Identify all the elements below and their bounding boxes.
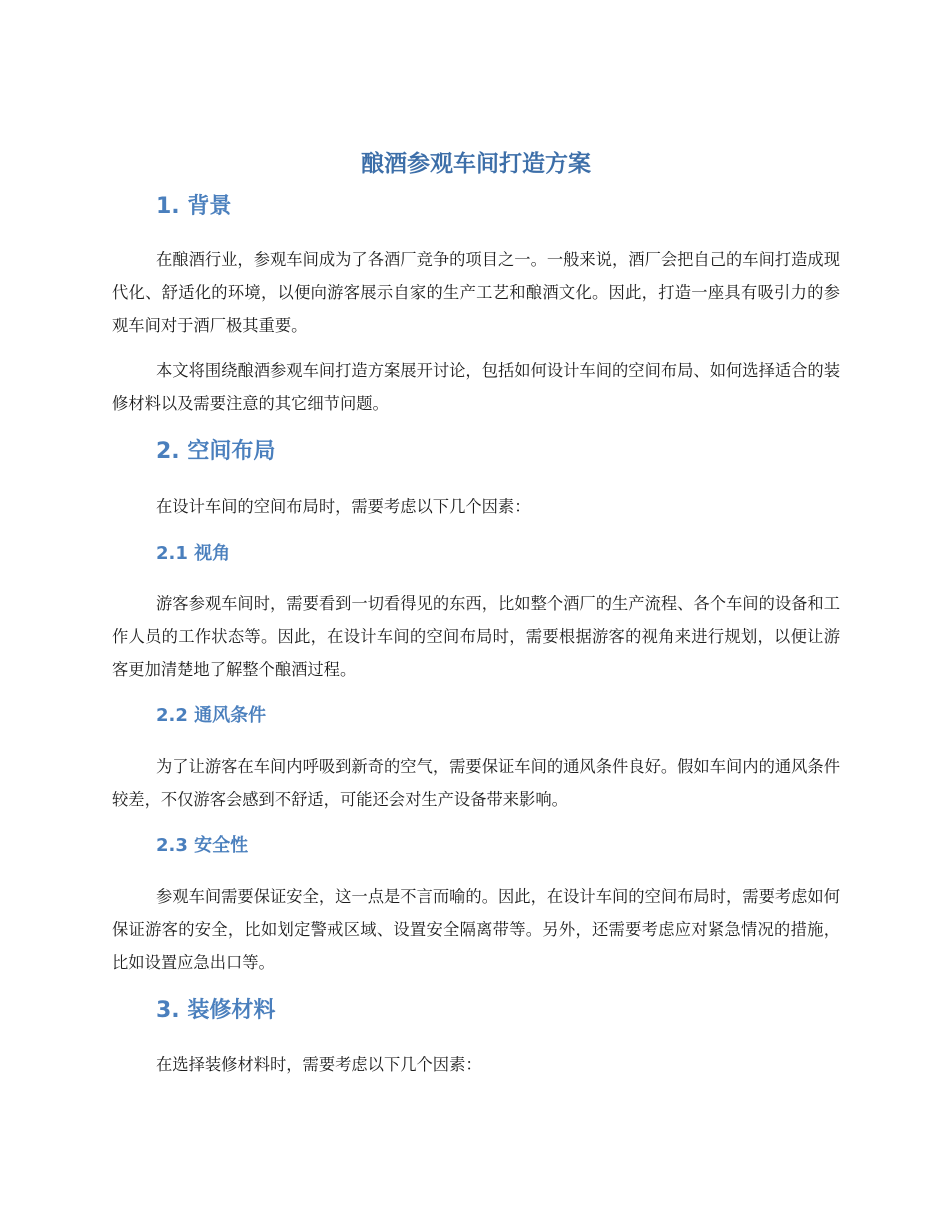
document-title: 酿酒参观车间打造方案: [361, 151, 591, 177]
subsection-heading-safety: 2.3 安全性: [156, 835, 249, 856]
ventilation-paragraph: 为了让游客在车间内呼吸到新奇的空气，需要保证车间的通风条件良好。假如车间内的通风条件较差，不仅游客会感到不舒适，可能还会对生产设备带来影响。: [112, 757, 840, 809]
layout-intro: 在设计车间的空间布局时，需要考虑以下几个因素：: [156, 497, 531, 516]
subsection-heading-ventilation: 2.2 通风条件: [156, 705, 267, 726]
background-paragraph-1: 在酿酒行业，参观车间成为了各酒厂竞争的项目之一。一般来说，酒厂会把自己的车间打造成现代化、舒适化的环境，以便向游客展示自家的生产工艺和酿酒文化。因此，打造一座具有吸引力的参观车间对于酒厂极其重要。: [112, 250, 840, 335]
background-paragraph-2: 本文将围绕酿酒参观车间打造方案展开讨论，包括如何设计车间的空间布局、如何选择适合的装修材料以及需要注意的其它细节问题。: [112, 361, 840, 413]
section-heading-materials: 3. 装修材料: [156, 998, 276, 1023]
subsection-heading-viewpoint: 2.1 视角: [156, 543, 231, 564]
section-heading-layout: 2. 空间布局: [156, 439, 276, 464]
safety-paragraph: 参观车间需要保证安全，这一点是不言而喻的。因此，在设计车间的空间布局时，需要考虑如何保证游客的安全，比如划定警戒区域、设置安全隔离带等。另外，还需要考虑应对紧急情况的措施，比如设置应急出口等。: [112, 887, 840, 972]
materials-intro: 在选择装修材料时，需要考虑以下几个因素：: [156, 1055, 482, 1074]
viewpoint-paragraph: 游客参观车间时，需要看到一切看得见的东西，比如整个酒厂的生产流程、各个车间的设备和工作人员的工作状态等。因此，在设计车间的空间布局时，需要根据游客的视角来进行规划，以便让游客更加清楚地了解整个酿酒过程。: [112, 594, 840, 679]
section-heading-background: 1. 背景: [156, 194, 232, 219]
